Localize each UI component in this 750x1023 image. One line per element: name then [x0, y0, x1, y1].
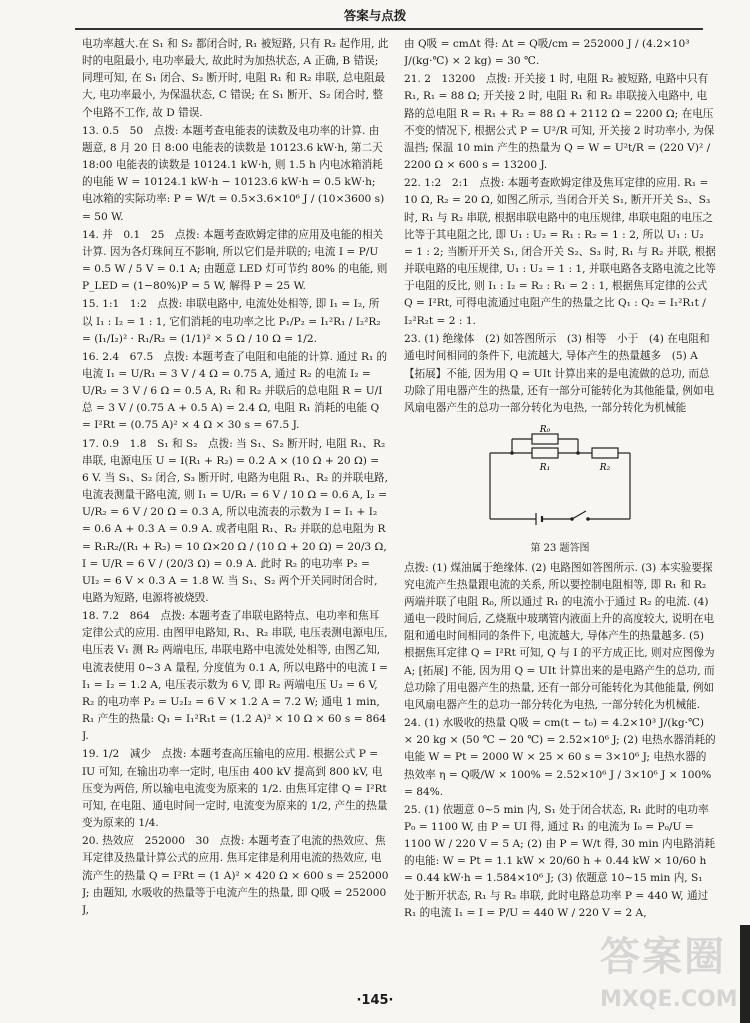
answer-text: 18. 7.2 864 点拨: 本题考查了串联电路特点、电功率和焦耳定律公式的应用. 由图甲电路知, R₁、R₂ 串联, 电压表测电源电压, 电压表 V₁ 测 R₂ 两端电压, 串联电路中电流处处相等, 由图乙知, 电流表使用 0~3 A 量程, 分度值为 0.1 A, 所以电路中的电流 I = I₁ = I₂ = 1.2 A, 电压表示数为 6 V, 即 R₂ 两端电压 U₂ = 6 V, R₂ 的电功率 P₂ = U₂I₂ = 6 V × 1.2 A = 7.2 W; 通电 1 min, R₁ 产生的热量: Q₁ = I₁²R₁t = (1.2 A)² × 10 Ω × 60 s = 864 J. — [82, 610, 388, 743]
answer-text: 电功率越大.在 S₁ 和 S₂ 都闭合时, R₁ 被短路, 只有 R₂ 起作用, 此时的电阻最小, 电功率最大, 故此时为加热状态, A 正确, B 错误; 同理可知, 在 S₁ 闭合、S₂ 断开时, 电阻 R₁ 和 R₂ 串联, 总电阻最大, 电功率最小, 为保温状态, C 错误; 在 S₁ 断开、S₂ 闭合时, 整个电路不工作, 故 D 错误. — [82, 38, 389, 119]
answer-24 — [404, 715, 716, 801]
resistor-r1 — [532, 448, 558, 458]
page-title: 答案与点拨 — [343, 8, 407, 23]
answer-text: 15. 1:1 1:2 点拨: 串联电路中, 电流处处相等, 即 I₁ = I₂, 所以 I₁ : I₂ = 1 : 1, 它们消耗的电功率之比 P₁/P₂ = I₁²R₁ / I₂²R₂ = (I₁/I₂)² · R₁/R₂ = (1/1)² × 5 Ω / 10 Ω = 1/2. — [82, 298, 381, 345]
answer-text: 21. 2 13200 点拨: 开关接 1 时, 电阻 R₂ 被短路, 电路中只有 R₁, R₁ = 88 Ω; 开关接 2 时, 电阻 R₁ 和 R₂ 串联接入电路中, 电路的总电阻 R = R₁ + R₂ = 88 Ω + 2112 Ω = 2200 Ω; 在电压不变的情况下, 根据公式 P = U²/R 可知, 开关接 2 时功率小, 为保温挡; 保温 10 min 产生的热量为 Q = W = U²t/R = (220 V)² / 2200 Ω × 600 s = 13200 J. — [404, 73, 715, 172]
answer-19 — [82, 746, 389, 832]
answer-text: 24. (1) 水吸收的热量 Q吸 = cm(t − t₀) = 4.2×10³ J/(kg·℃) × 20 kg × (50 ℃ − 20 ℃) = 2.52×10⁶ J; (2) 电热水器消耗的电能 W = Pt = 2000 W × 25 × 60 s = 3×10⁶ J; 电热水器的热效率 η = Q吸/W × 100% = 2.52×10⁶ J / 3×10⁶ J × 100% = 84%. — [404, 717, 716, 798]
switch-blade — [572, 511, 586, 519]
watermark-sub: MXQE.COM — [600, 986, 738, 1012]
answer-text: 由 Q吸 = cmΔt 得: Δt = Q吸/cm = 252000 J / (4.2×10³ J/(kg·℃) × 2 kg) = 30 ℃. — [404, 38, 690, 68]
diagram-caption: 第 23 题答图 — [530, 543, 590, 555]
answer-text: 20. 热效应 252000 30 点拨: 本题考查了电流的热效应、焦耳定律及热量计算公式的应用. 焦耳定律是利用电流的热效应, 电流产生的热量 Q = I²Rt = (1 A)² × 420 Ω × 600 s = 252000 J; 由题知, 水吸收的热量等于电流产生的热量, 即 Q吸 = 252000 J, — [82, 835, 389, 916]
answer-text: 23. (1) 绝缘体 (2) 如答图所示 (3) 相等 小于 (4) 在电阻和通电时间相同的条件下, 电流越大, 导体产生的热量越多 (5) A — [404, 332, 710, 362]
answer-text: 22. 1:2 2:1 点拨: 本题考查欧姆定律及焦耳定律的应用. R₁ = 10 Ω, R₂ = 20 Ω, 如图乙所示, 当闭合开关 S₁, 断开开关 S₂、S₃ 时, R₁ 与 R₂ 串联, 根据串联电路中的电压规律, 串联电阻的电压之比等于其电阻之比, 即 U₁ : U₂ = R₁ : R₂ = 1 : 2, 所以 U₁ : U₂ = 1 : 2; 当断开开关 S₁, 闭合开关 S₂、S₃ 时, R₁ 与 R₂ 并联, 根据并联电路的电压规律, U₁ : U₂ = 1 : 1, 并联电路各支路电流之比等于电阻的反比, 则 I₁ : I₂ = R₂ : R₁ = 2 : 1, 根据焦耳定律的公式 Q = I²Rt, 可得电流通过电阻产生的热量之比 Q₁ : Q₂ = I₁²R₁t / I₂²R₂t = 2 : 1. — [404, 177, 716, 327]
answer-text: 25. (1) 依题意 0~5 min 内, S₁ 处于闭合状态, R₁ 此时的电功率 P₀ = 1100 W, 由 P = UI 得, 通过 R₁ 的电流为 I₀ = P₀/U = 1100 W / 220 V = 5 A; (2) 由 P = W/t 得, 30 min 内电路消耗的电能: W = Pt = 1.1 kW × 20/60 h + 0.44 kW × 10/60 h = 0.44 kW·h = 1.584×10⁶ J; (3) 依题意 10~15 min 内, S₁ 处于断开状态, R₁ 与 R₂ 串联, 此时电路总功率 P = 440 W, 通过 R₁ 的电流 I₁ = I = P/U = 440 W / 220 V = 2 A, — [404, 803, 715, 919]
resistor-r0 — [532, 434, 558, 444]
right-column — [404, 36, 716, 991]
answer-23 — [404, 331, 716, 365]
resistor-r2 — [592, 448, 618, 458]
answer-text: 【拓展】不能, 因为用 Q = UIt 计算出来的是电流做的总功, 而总功除了用电器产生的热量, 还有一部分可能转化为其他能量, 例如电风扇电器产生的总功一部分转化为电热, 一部分转化为机械能 — [404, 367, 715, 415]
answer-15 — [82, 296, 389, 347]
header-rule — [75, 28, 703, 30]
answer-18 — [82, 608, 389, 745]
answer-13 — [82, 123, 389, 226]
junction-right — [576, 452, 580, 456]
answer-20 — [82, 833, 389, 919]
answer-16 — [82, 349, 389, 435]
answer-continuation-right — [404, 36, 716, 70]
answer-14 — [82, 227, 389, 296]
answer-25 — [404, 802, 716, 922]
switch-pivot — [570, 518, 574, 522]
circuit-svg — [470, 423, 650, 541]
answer-text: 16. 2.4 67.5 点拨: 本题考查了电阻和电能的计算. 通过 R₁ 的电流 I₁ = U/R₁ = 3 V / 4 Ω = 0.75 A, 通过 R₂ 的电流 I₂ = U/R₂ = 3 V / 6 Ω = 0.5 A, R₁ 和 R₂ 并联后的总电阻 R = U/I总 = 3 V / (0.75 A + 0.5 A) = 2.4 Ω, 电阻 R₁ 消耗的电能 Q = I²Rt = (0.75 A)² × 4 Ω × 30 s = 67.5 J. — [82, 350, 388, 432]
answer-23-extension — [404, 366, 716, 417]
answer-continuation-left — [82, 36, 389, 122]
circuit-diagram — [404, 423, 716, 557]
page-number: ·145· — [356, 993, 394, 1008]
answer-22 — [404, 175, 716, 329]
left-column — [82, 36, 389, 986]
answer-text: 14. 并 0.1 25 点拨: 本题考查欧姆定律的应用及电能的相关计算. 因为各灯珠间互不影响, 所以它们是并联的; 电流 I = P/U = 0.5 W / 5 V = 0.1 A; 由题意 LED 灯可节约 80% 的电能, 则 P_LED = (1−80%)P = 5 W, 解得 P = 25 W. — [82, 228, 388, 293]
label-r0: R₀ — [539, 425, 551, 436]
label-r1: R₁ — [539, 463, 551, 474]
edge-tab — [740, 925, 750, 1023]
switch-contact — [586, 518, 590, 522]
label-r2: R₂ — [599, 463, 611, 474]
answer-17 — [82, 436, 389, 608]
page-header — [0, 0, 750, 30]
answer-23-explanation — [404, 560, 716, 714]
junction-left — [510, 452, 514, 456]
answer-text: 17. 0.9 1.8 S₁ 和 S₂ 点拨: 当 S₁、S₂ 断开时, 电阻 R₁、R₂ 串联, 电源电压 U = I(R₁ + R₂) = 0.2 A × (10 Ω + 20 Ω) = 6 V. 当 S₁、S₂ 闭合, S₃ 断开时, 电路为电阻 R₁、R₂ 的并联电路, 电流表测量干路电流, 则 I₁ = U/R₁ = 6 V / 10 Ω = 0.6 A, I₂ = U/R₂ = 6 V / 20 Ω = 0.3 A, 所以电流表的示数为 I = I₁ + I₂ = 0.6 A + 0.3 A = 0.9 A. 或者电阻 R₁、R₂ 并联的总电阻为 R = R₁R₂/(R₁ + R₂) = 10 Ω×20 Ω / (10 Ω + 20 Ω) = 20/3 Ω, I = U/R = 6 V / (20/3 Ω) = 0.9 A. 此时 R₂ 的电功率 P₂ = UI₂ = 6 V × 0.3 A = 1.8 W. 当 S₁、S₂ 两个开关同时闭合时, 电路为短路, 电源将被烧毁. — [82, 437, 388, 604]
watermark-main: 答案圈 — [600, 934, 726, 980]
answer-text: 点拨: (1) 煤油属于绝缘体. (2) 电路图如答图所示. (3) 本实验要探究电流产生热量跟电流的关系, 所以要控制电阻相等, 即 R₁ 和 R₂ 两端并联了电阻 R₀, 所以通过 R₁ 的电流小于通过 R₂ 的电流. (4) 通电一段时间后, 乙烧瓶中玻璃管内液面上升的高度较大, 说明在电阻和通电时间相同的条件下, 电流越大, 导体产生的热量越多. (5) 根据焦耳定律 Q = I²Rt 可知, Q 与 I 的平方成正比, 则对应图像为 A; [拓展] 不能, 因为用 Q = UIt 计算出来的是电路产生的总功, 而总功除了用电器产生的热量, 还有一部分可能转化为其他能量, 例如电风扇电器产生的总功一部分转化为电热, 一部分转化为机械能. — [404, 561, 715, 711]
watermark-logo — [600, 925, 740, 1012]
answer-21 — [404, 71, 716, 174]
answer-text: 13. 0.5 50 点拨: 本题考查电能表的读数及电功率的计算. 由题意, 8 月 20 日 8:00 电能表的读数是 10123.6 kW·h, 第二天 18:00 电能表的读数是 10124.1 kW·h, 则 1.5 h 内电冰箱消耗的电能 W = 10124.1 kW·h − 10123.6 kW·h = 0.5 kW·h; 电冰箱的实际功率: P = W/t = 0.5×3.6×10⁶ J / (10×3600 s) = 50 W. — [82, 124, 385, 223]
answer-text: 19. 1/2 减少 点拨: 本题考查高压输电的应用. 根据公式 P = IU 可知, 在输出功率一定时, 电压由 400 kV 提高到 800 kV, 电压变为两倍, 所以输电电流变为原来的 1/2. 由焦耳定律 Q = I²Rt 可知, 在电阻、通电时间一定时, 电流变为原来的 1/2, 产生的热量变为原来的 1/4. — [82, 748, 388, 830]
